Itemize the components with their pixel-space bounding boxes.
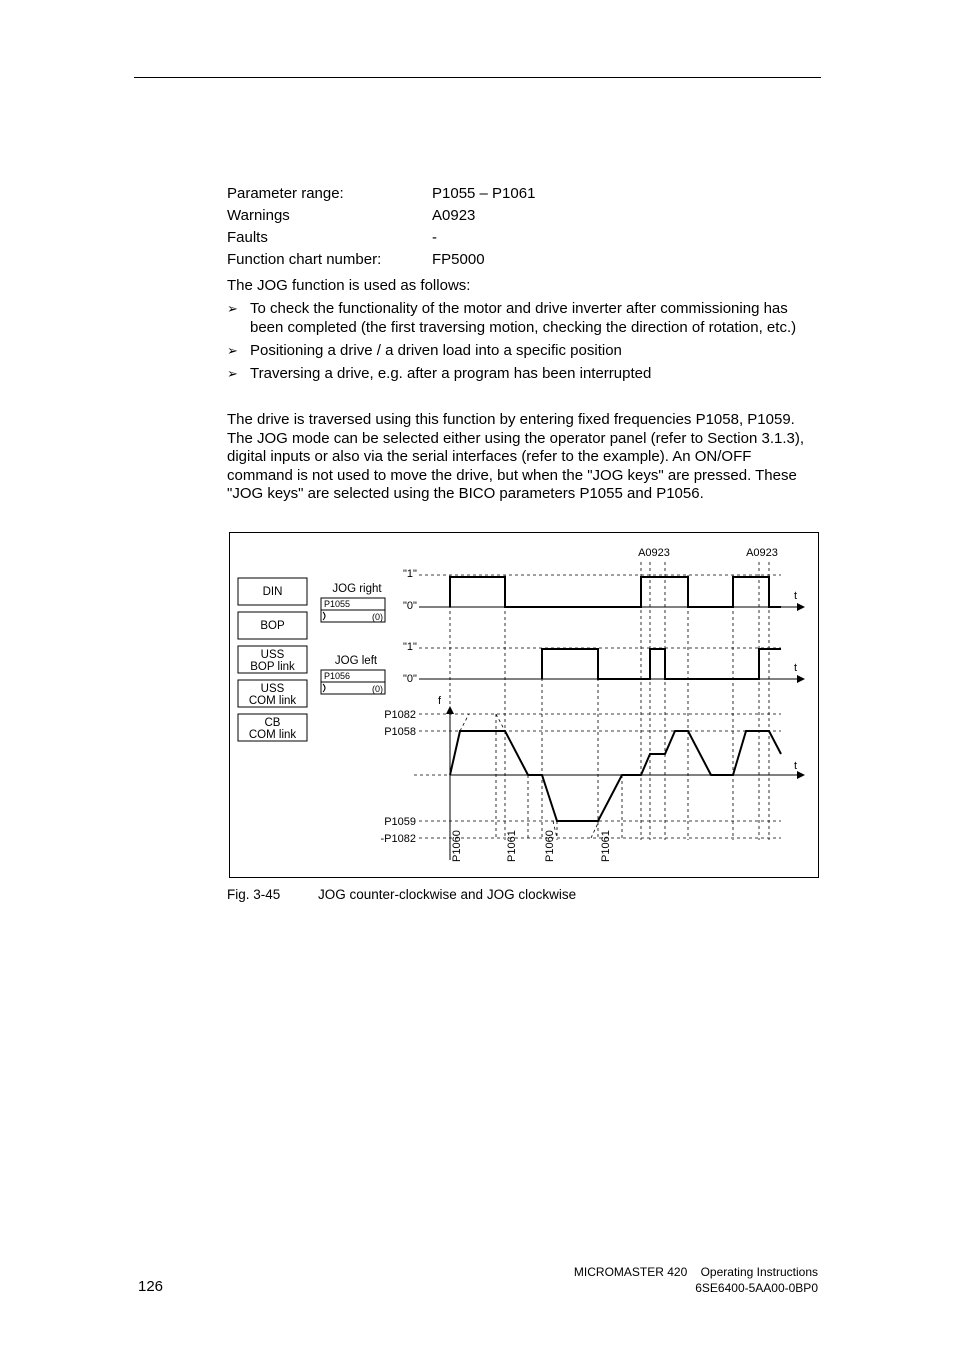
warning-label-1: A0923: [638, 547, 670, 559]
ramp-label-p1061: P1061: [506, 830, 518, 862]
reference-lines: [414, 575, 781, 838]
source-boxes: [238, 578, 307, 741]
freq-label-p1058: P1058: [384, 726, 416, 738]
jog-right-low-label: "0": [403, 600, 417, 612]
jog-left-low-label: "0": [403, 673, 417, 685]
time-axis-label: t: [794, 760, 798, 772]
jog-left-high-label: "1": [403, 641, 417, 653]
list-item: [227, 300, 817, 337]
source-uss-com-line2: COM link: [248, 695, 297, 707]
param-value: -: [432, 229, 437, 246]
caption-title: JOG counter-clockwise and JOG clockwise: [318, 887, 577, 902]
source-din-label: DIN: [262, 586, 283, 598]
bullet-text: Traversing a drive, e.g. after a program has been interrupted: [250, 364, 652, 382]
footer-info: [574, 1264, 818, 1296]
source-uss-bop-line2: BOP link: [250, 661, 295, 673]
param-value: FP5000: [432, 251, 485, 268]
time-param-labels: [451, 830, 612, 862]
time-axis-label: t: [794, 662, 798, 674]
param-row: [227, 227, 535, 249]
param-key: Parameter range:: [227, 185, 344, 202]
ramp-label-p1060: P1060: [544, 830, 556, 862]
freq-label-p1059: P1059: [384, 816, 416, 828]
freq-label-nmax: -P1082: [380, 833, 416, 845]
param-row: [227, 183, 535, 205]
figure-caption: [227, 887, 576, 902]
footer-code: 6SE6400-5AA00-0BP0: [695, 1281, 818, 1295]
footer-product: MICROMASTER 420 Operating Instructions: [573, 1265, 818, 1279]
jog-timing-diagram: [229, 532, 819, 878]
connector-icon: [323, 684, 325, 692]
page-number: 126: [138, 1278, 164, 1295]
jog-diagram-svg: [229, 532, 819, 878]
frequency-curve: [450, 731, 781, 821]
source-bop-label: BOP: [260, 620, 285, 632]
param-row: [227, 249, 535, 271]
param-value: A0923: [432, 207, 476, 224]
arrow-bullet-icon: ➢: [227, 365, 238, 381]
param-row: [227, 205, 535, 227]
jog-left-signal: [542, 649, 781, 679]
warning-label-2: A0923: [746, 547, 778, 559]
caption-number: Fig. 3-45: [227, 887, 281, 902]
freq-axis-label: f: [438, 695, 442, 707]
freq-level-labels: [381, 709, 416, 845]
ramp-label-p1060: P1060: [451, 830, 463, 862]
jog-left-default: (0): [372, 684, 383, 694]
jog-right-default: (0): [372, 612, 383, 622]
body-paragraph: The drive is traversed using this function by entering fixed frequencies P1058, P1059. The JOG mode can be selected either using the operator panel (refer to Section 3.1.3), digital inputs or also via the serial interfaces (refer to the example). An ON/OFF command is not used to move the drive, but when the "JOG keys" are pressed. These "JOG keys" are selected using the BICO parameters P1055 and P1056.: [227, 411, 804, 503]
parameter-table: [227, 183, 535, 271]
time-axis-label: t: [794, 590, 798, 602]
jog-right-param: P1055: [324, 599, 351, 609]
source-cb-com-line2: COM link: [248, 729, 297, 741]
param-value: P1055 – P1061: [432, 185, 536, 202]
jog-right-signal: [450, 577, 781, 607]
list-item: [227, 342, 817, 361]
jog-right-label: JOG right: [332, 583, 382, 595]
level-labels: [403, 568, 417, 685]
list-item: [227, 365, 817, 384]
bullet-list: [227, 300, 817, 388]
param-key: Faults: [227, 229, 268, 246]
freq-label-pmax: P1082: [384, 709, 416, 721]
source-uss-com-line1: USS: [260, 683, 285, 695]
jog-right-block: [321, 583, 385, 622]
source-uss-bop-line1: USS: [260, 649, 285, 661]
connector-icon: [323, 612, 325, 620]
jog-left-block: [321, 655, 385, 694]
ramp-label-p1061: P1061: [600, 830, 612, 862]
header-rule: [134, 77, 821, 78]
jog-left-label: JOG left: [334, 655, 378, 667]
bullet-text: Positioning a drive / a driven load into a specific position: [250, 341, 622, 359]
jog-left-param: P1056: [324, 671, 351, 681]
source-cb-com-line1: CB: [264, 717, 281, 729]
intro-paragraph: The JOG function is used as follows:: [227, 277, 471, 294]
figure-frame: [230, 533, 819, 878]
bullet-text: To check the functionality of the motor and drive inverter after commissioning has been completed (the first traversing motion, checking the direction of rotation, etc.): [250, 300, 797, 336]
param-key: Function chart number:: [227, 251, 382, 268]
axis-labels: [438, 590, 797, 772]
jog-right-high-label: "1": [403, 568, 417, 580]
arrow-bullet-icon: ➢: [227, 342, 238, 358]
param-key: Warnings: [227, 207, 290, 224]
arrow-bullet-icon: ➢: [227, 301, 238, 316]
